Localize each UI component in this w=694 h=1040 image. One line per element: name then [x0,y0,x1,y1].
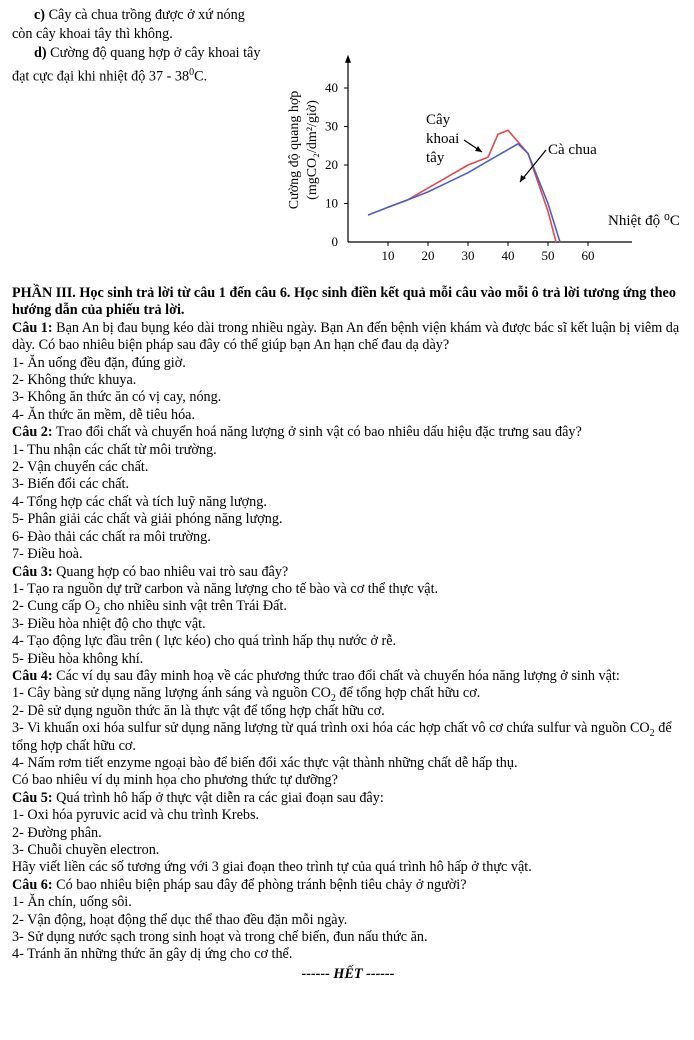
series-lines [368,130,560,242]
degree-sup: 0 [189,67,195,78]
q4-question: Có bao nhiêu ví dụ minh họa cho phương thức tự dưỡng? [12,772,338,789]
q4-item: 2- Dê sử dụng nguồn thức ăn là thực vật để tổng hợp chất hữu cơ. [12,702,385,719]
q3-item: 1- Tạo ra nguồn dự trữ carbon và năng lượng cho tế bào và cơ thể thực vật. [12,580,439,597]
potato-label-line1: Cây [426,112,451,128]
q1-item: 3- Không ăn thức ăn có vị cay, nóng. [12,389,222,406]
q2-item: 3- Biến đổi các chất. [12,476,129,493]
q3-item: 3- Điều hòa nhiệt độ cho thực vật. [12,615,206,632]
q6-item: 3- Sử dụng nước sạch trong sinh hoạt và trong chế biến, đun nấu thức ăn. [12,929,428,946]
q4-item: 4- Nấm rơm tiết enzyme ngoại bào để biến đổi xác thực vật thành những chất dễ hấp thụ. [12,754,518,771]
q2-text: Trao đổi chất và chuyển hoá năng lượng ở sinh vật có bao nhiêu dấu hiệu đặc trưng sau đây? [55,424,582,441]
statement-c-text: Cây cà chua trồng được ở xứ nóng còn cây khoai tây thì không. [12,7,245,42]
q3-label: Câu 3: [12,563,53,580]
q2-item: 6- Đào thải các chất ra môi trường. [12,528,211,545]
q2-item: 4- Tổng hợp các chất và tích luỹ năng lượng. [12,493,267,510]
photosynthesis-temperature-chart [270,10,694,275]
y-axis-label-line2: (mgCO₂/dm²/giờ) [305,100,320,200]
x-tick-label: 40 [501,248,515,263]
x-tick-label: 60 [581,248,595,263]
q1-item: 1- Ăn uống đều đặn, đúng giờ. [12,354,186,371]
question-1 [12,320,684,355]
q4-text: Các ví dụ sau đây minh hoạ về các phương thức trao đổi chất và chuyển hóa năng lượng ở sinh vật: [56,667,620,684]
q2-item: 2- Vận chuyển các chất. [12,459,149,476]
q4-label: Câu 4: [12,667,53,684]
x-tick-label: 50 [541,248,555,263]
q5-text: Quá trình hô hấp ở thực vật diễn ra các giai đoạn sau đây: [56,789,384,806]
potato-label-line3: tây [426,150,445,166]
series-line [368,144,560,242]
q6-text: Có bao nhiêu biện pháp sau đây để phòng tránh bệnh tiêu chảy ở người? [56,876,467,893]
q4-item1-text-a: 1- Cây bàng sử dụng năng lượng ánh sáng và nguồn CO [12,685,331,702]
potato-pointer-head [475,146,482,152]
q6-item: 2- Vận động, hoạt động thể dục thể thao đều đặn mỗi ngày. [12,911,348,928]
q1-label: Câu 1: [12,319,53,336]
y-tick-label: 40 [325,80,338,95]
q4-item1-sub: 2 [330,693,336,705]
q2-label: Câu 2: [12,424,53,441]
question-6 [12,877,684,894]
statement-d-label: d) [34,45,47,61]
q3-item: 4- Tạo động lực đầu trên ( lực kéo) cho quá trình hấp thụ nước ở rễ. [12,633,397,650]
q6-label: Câu 6: [12,876,53,893]
x-axis-label: Nhiệt độ ⁰C [608,213,680,229]
q5-item: 3- Chuỗi chuyền electron. [12,842,160,858]
y-tick-label: 20 [325,157,338,172]
q4-item3-text-a: 3- Vi khuẩn oxi hóa sulfur sử dụng năng lượng từ quá trình oxi hóa các hợp chất vô cơ chứa sulfur và nguồn CO [12,720,650,737]
x-tick-label: 20 [421,248,435,263]
q1-item: 4- Ăn thức ăn mềm, dễ tiêu hóa. [12,406,196,423]
question-4 [12,668,684,685]
q3-item [12,598,684,618]
q6-item: 4- Tránh ăn những thức ăn gây dị ứng cho cơ thể. [12,946,293,963]
x-tick-label: 10 [381,248,395,263]
annotations [426,112,680,229]
q2-item: 5- Phân giải các chất và giải phóng năng lượng. [12,511,283,528]
q6-item: 1- Ăn chín, uống sôi. [12,894,132,911]
q4-item1-text-b: để tổng hợp chất hữu cơ. [335,685,481,702]
y-tick-label: 10 [325,195,338,211]
y-axis-label-line1: Cường độ quang hợp [287,90,302,210]
q1-item: 2- Không thức khuya. [12,372,137,389]
q4-item3-sub: 2 [649,727,655,739]
end-marker: ------ HẾT ------ [301,965,395,982]
main-content [12,285,684,983]
statement-d-unit: C. [194,68,208,85]
q3-text: Quang hợp có bao nhiêu vai trò sau đây? [56,563,289,580]
series-line [388,130,556,242]
x-tick-label: 30 [461,248,475,263]
statement-c [12,6,262,44]
q5-item: 2- Đường phân. [12,824,102,841]
q2-item: 7- Điều hoà. [12,546,83,563]
section-heading: PHẦN III. Học sinh trả lời từ câu 1 đến câu 6. Học sinh điền kết quả mỗi câu vào mỗi ô trả lời tương ứng theo hướng dẫn của phiếu trả lời. [12,285,676,319]
y-axis-arrow [345,55,351,63]
q5-item: 1- Oxi hóa pyruvic acid và chu trình Krebs. [12,807,260,824]
potato-label-line2: khoai [426,131,460,147]
q3-item2-text-a: 2- Cung cấp O [12,598,96,615]
statement-d-text: Cường độ quang hợp ở cây khoai tây đạt cực đại khi nhiệt độ 37 - 38 [12,45,261,85]
q4-item3-text-b: để tổng hợp chất hữu cơ. [12,720,672,754]
q3-item2-text-b: cho nhiều sinh vật trên Trái Đất. [100,598,287,615]
q2-item: 1- Thu nhận các chất từ môi trường. [12,441,217,458]
question-5 [12,790,684,807]
y-tick-label: 30 [325,118,338,134]
q5-question: Hãy viết liền các số tương ứng với 3 giai đoạn theo trình tự của quá trình hô hấp ở thực vật. [12,859,532,876]
statement-d [12,44,262,87]
q5-label: Câu 5: [12,789,53,806]
q1-text: Bạn An bị đau bụng kéo dài trong nhiều ngày. Bạn An đến bệnh viện khám và được bác sĩ kết luận bị viêm dạ dày. Có bao nhiêu biện pháp sau đây có thể giúp bạn An hạn chế đau dạ dày? [12,319,680,354]
statement-c-label: c) [34,7,46,23]
q4-item [12,685,684,705]
tomato-label: Cà chua [548,142,597,158]
q4-item [12,720,684,755]
q3-item2-sub: 2 [95,606,101,618]
question-2 [12,424,684,441]
q3-item: 5- Điều hòa không khí. [12,650,144,667]
y-tick-label: 0 [331,234,338,249]
top-left-statements [12,6,262,87]
question-3 [12,564,684,581]
